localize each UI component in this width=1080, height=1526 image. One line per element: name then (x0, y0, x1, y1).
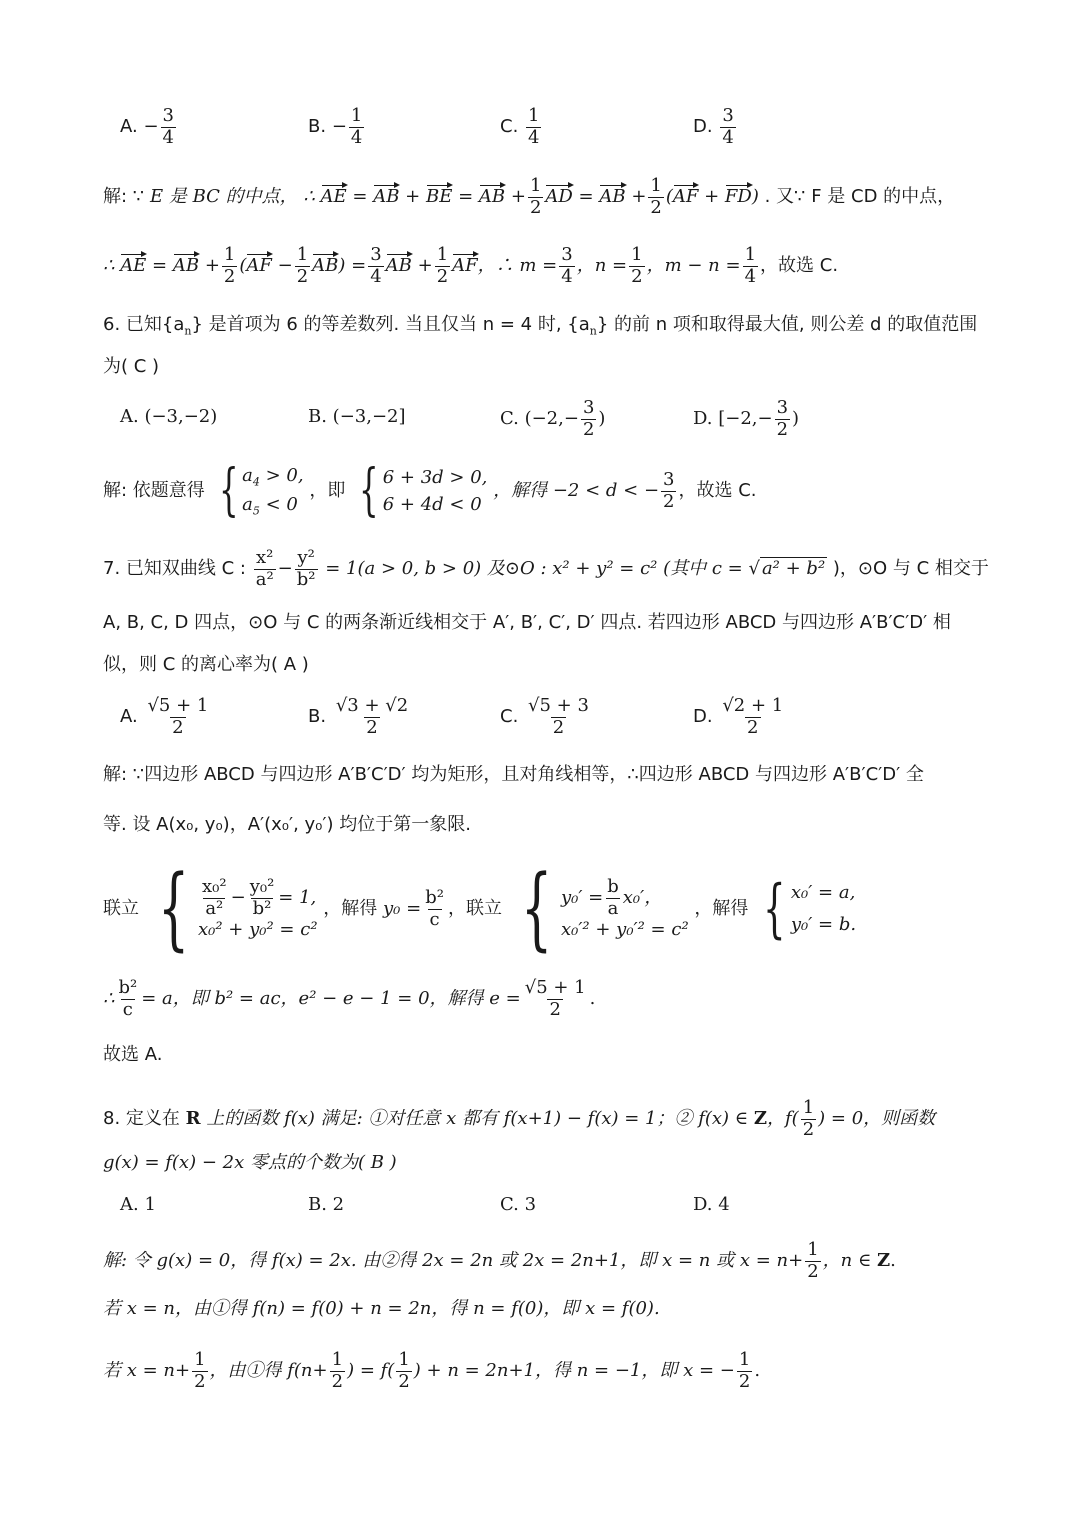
q6-option-a: A. (−3,−2) (120, 406, 218, 427)
q7-option-a: A. $\frac{√5 + 1}{2}$ (120, 695, 209, 738)
q7-stem-line-3: 似，则 C 的离心率为( A ) (103, 654, 309, 675)
q7-solution-line-1: 解: ∵四边形 ABCD 与四边形 A′B′C′D′ 均为矩形，且对角线相等，∴四边形 ABCD 与四边形 A′B′C′D′ 全 (103, 764, 924, 785)
q6-stem-line-2: 为( C ) (103, 356, 160, 377)
q5-solution-line-2: ∴ AE = AB + $\frac{1}{2}$ (AF − $\frac{1}{2}$ AB) = $\frac{3}{4}$ AB + $\frac{1}{2}$ AF，∴ m = $\frac{3}{4}$ ，n = $\frac{1}{2}$ ，m − n = $\frac{1}{4}$ ，故选 C. (103, 244, 839, 287)
q8-option-a: A. 1 (120, 1194, 156, 1215)
q7-option-c: C. $\frac{√5 + 3}{2}$ (500, 695, 589, 738)
q5-option-d: D. $\frac{3}{4}$ (693, 105, 734, 148)
q6-stem-line-1: 6. 已知$\{a_n\}$ 是首项为 6 的等差数列. 当且仅当 n = 4 时, $\{a_n\}$ 的前 n 项和取得最大值, 则公差 d 的取值范围 (103, 314, 978, 338)
q6-option-b: B. (−3,−2] (308, 406, 406, 427)
q6-option-c: C. (−2,− $\frac{3}{2}$ ) (500, 397, 606, 440)
q7-answer: 故选 A. (103, 1044, 163, 1065)
q7-option-d: D. $\frac{√2 + 1}{2}$ (693, 695, 784, 738)
q7-solution-line-2: 等. 设 A(x₀, y₀)，A′(x₀′, y₀′) 均位于第一象限. (103, 814, 471, 835)
q8-stem-line-1: 8. 定义在 R 上的函数 f(x) 满足: ①对任意 x 都有 f(x+1) − f(x) = 1；② f(x) ∈ Z，f( $\frac{1}{2}$ ) = 0，则函数 (103, 1097, 936, 1140)
q5-option-b: B. − $\frac{1}{4}$ (308, 105, 363, 148)
q7-stem-line-1: 7. 已知双曲线 C : $\frac{\text{x²}}{\text{a²}}$ − $\frac{\text{y²}}{\text{b²}}$ = 1(a > 0, b > 0) 及⊙O : x² + y² = c² (其中 c = √ a² + b² )，⊙O 与 C 相交于 (103, 547, 989, 590)
q8-stem-line-2: g(x) = f(x) − 2x 零点的个数为( B ) (103, 1152, 397, 1173)
q5-solution-line-1: 解: ∵ E 是 BC 的中点， ∴ AE = AB + BE = AB + $\frac{1}{2}$ AD = AB + $\frac{1}{2}$ (AF + FD) . 又∵ F 是 CD 的中点， (103, 175, 956, 218)
q6-option-d: D. [−2,− $\frac{3}{2}$ ) (693, 397, 800, 440)
q8-solution-line-3: 若 x = n+ $\frac{1}{2}$ ，由①得 f(n+ $\frac{1}{2}$ ) = f( $\frac{1}{2}$ ) + n = 2n+1，得 n = −1，即 x = − $\frac{1}{2}$ . (103, 1349, 761, 1392)
q7-solution-system: 联立 { $\frac{\text{x₀²}}{\text{a²}}$ − $\frac{\text{y₀²}}{\text{b²}}$ = 1, x₀² + y₀² = c² ，解得 y₀ = $\frac{\text{b²}}{c}$ ，联立 { y₀′ = $\frac{b}{a}$ x₀′， x₀′² + y₀′² = c² ，解得 { x₀′ = a, y₀′ = b. (103, 856, 857, 961)
q7-option-b: B. $\frac{√3 + √2}{2}$ (308, 695, 409, 738)
q7-solution-result: ∴ $\frac{\text{b²}}{c}$ = a，即 b² = ac，e² − e − 1 = 0，解得 e = $\frac{√5 + 1}{2}$ . (103, 977, 596, 1020)
q8-option-d: D. 4 (693, 1194, 730, 1215)
q8-option-c: C. 3 (500, 1194, 537, 1215)
q5-option-c: C. $\frac{1}{4}$ (500, 105, 540, 148)
q6-solution: 解: 依题意得 { $a_4 > 0$, $a_5 < 0$ ，即 { 6 + 3d > 0, 6 + 4d < 0 ，解得 −2 < d < − $\frac{3}{2}$ ，故选 C. (103, 458, 757, 524)
q8-solution-line-2: 若 x = n，由①得 f(n) = f(0) + n = 2n，得 n = f(0)，即 x = f(0). (103, 1298, 660, 1319)
q8-option-b: B. 2 (308, 1194, 345, 1215)
q7-stem-line-2: A, B, C, D 四点，⊙O 与 C 的两条渐近线相交于 A′, B′, C′, D′ 四点. 若四边形 ABCD 与四边形 A′B′C′D′ 相 (103, 612, 951, 633)
q5-option-a: A. − $\frac{3}{4}$ (120, 105, 174, 148)
q8-solution-line-1: 解: 令 g(x) = 0，得 f(x) = 2x. 由②得 2x = 2n 或 2x = 2n+1，即 x = n 或 x = n+ $\frac{1}{2}$ ，n ∈ Z. (103, 1239, 896, 1282)
